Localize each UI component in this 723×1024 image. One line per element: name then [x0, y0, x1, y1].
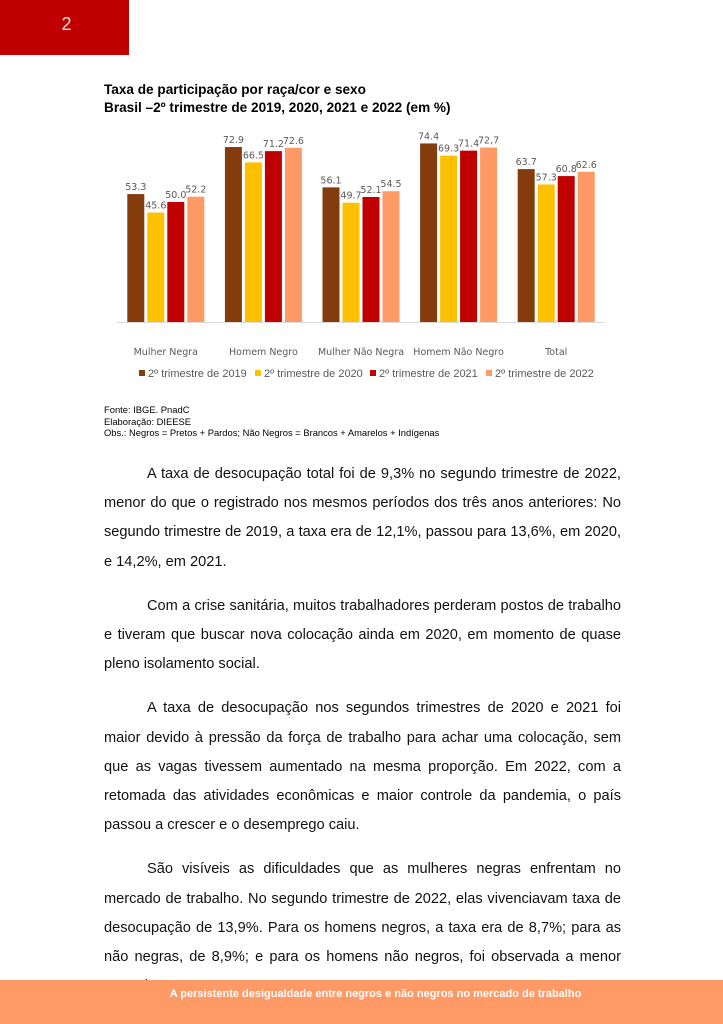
- bar: [480, 148, 497, 322]
- bar: [420, 143, 437, 322]
- bar: [187, 197, 204, 322]
- bar: [383, 191, 400, 322]
- chart-title-line1: Taxa de participação por raça/cor e sexo: [104, 82, 366, 97]
- bar: [518, 169, 535, 322]
- bar: [323, 187, 340, 322]
- bar: [147, 213, 164, 322]
- bar: [343, 203, 360, 322]
- data-label: 72,7: [478, 135, 500, 147]
- bar: [538, 184, 555, 322]
- bar: [285, 148, 302, 322]
- bar: [460, 151, 477, 322]
- chart-notes: [104, 404, 439, 439]
- legend-label: 2º trimestre de 2022: [495, 368, 594, 380]
- paragraph: A taxa de desocupação nos segundos trimestres de 2020 e 2021 foi maior devido à pressão da força de trabalho para achar uma colocação, sem que as vagas tivessem aumentado na mesma proporção. Em 2022, com a retomada das atividades econômicas e maior controle da pandemia, o país passou a crescer e o desemprego caiu.: [104, 700, 621, 834]
- category-label: Homem Negro: [228, 347, 298, 358]
- data-label: 72.9: [222, 135, 244, 147]
- page-number: 2: [61, 14, 72, 34]
- data-label: 63.7: [515, 157, 537, 169]
- body-text: [104, 460, 621, 1016]
- bar: [558, 176, 575, 322]
- legend-label: 2º trimestre de 2021: [379, 368, 478, 380]
- bar-chart: [0, 0, 723, 400]
- legend-label: 2º trimestre de 2019: [148, 368, 247, 380]
- category-label: Mulher Não Negra: [317, 347, 405, 358]
- elaboration-note: Elaboração: DIEESE: [104, 415, 192, 427]
- bar: [265, 151, 282, 322]
- paragraph: A taxa de desocupação total foi de 9,3% no segundo trimestre de 2022, menor do que o registrado nos mesmos períodos dos três anos anteriores: No segundo trimestre de 2019, a taxa era de 12,1%, passou para 13,6%, em 2020, e 14,2%, em 2021.: [104, 466, 621, 570]
- data-label: 62.6: [575, 159, 597, 171]
- data-label: 66.5: [242, 150, 264, 162]
- footer-bar: [0, 980, 723, 1024]
- category-label: Homem Não Negro: [413, 347, 504, 358]
- data-label: 71.4: [458, 138, 480, 150]
- paragraph: São visíveis as dificuldades que as mulheres negras enfrentam no mercado de trabalho. No segundo trimestre de 2022, elas vivenciavam taxa de desocupação de 13,9%. Para os homens negros, a taxa era de 8,7%; para as não negras, de 8,9%; e para os homens não negros, foi observada a menor: [104, 861, 621, 966]
- legend-swatch: [255, 370, 261, 376]
- data-label: 60.8: [555, 164, 577, 176]
- footer-text: A persistente desigualdade entre negros e não negros no mercado de trabalho: [169, 988, 582, 1000]
- category-label: Mulher Negra: [133, 347, 198, 358]
- legend-label: 2º trimestre de 2020: [264, 368, 363, 380]
- data-label: 45.6: [145, 200, 167, 212]
- category-label: Total: [545, 347, 568, 358]
- paragraph: Com a crise sanitária, muitos trabalhadores perderam postos de trabalho e tiveram que buscar nova colocação ainda em 2020, em momento de quase pleno isolamento social.: [104, 597, 621, 673]
- bar: [225, 147, 242, 322]
- bar: [578, 172, 595, 322]
- bar: [167, 202, 184, 322]
- legend-swatch: [139, 370, 145, 376]
- bar: [363, 197, 380, 322]
- data-label: 56.1: [320, 175, 342, 187]
- data-label: 50.0: [165, 190, 187, 201]
- data-label: 54.5: [380, 179, 402, 191]
- legend-swatch: [486, 370, 492, 376]
- legend-swatch: [370, 370, 376, 376]
- data-label: 53.3: [125, 182, 147, 194]
- data-label: 69.3: [438, 143, 460, 155]
- data-label: 72.6: [282, 135, 304, 147]
- data-label: 49.7: [340, 190, 362, 202]
- chart-title-line2: Brasil –2º trimestre de 2019, 2020, 2021 e 2022 (em %): [104, 100, 451, 115]
- source-note: Fonte: IBGE. PnadC: [104, 404, 190, 415]
- obs-note: Obs.: Negros = Pretos + Pardos; Não Negros = Brancos + Amarelos + Indígenas: [104, 427, 440, 438]
- data-label: 52.1: [360, 184, 382, 196]
- bar: [127, 194, 144, 322]
- bar: [440, 156, 457, 322]
- data-label: 71.2: [262, 139, 284, 151]
- bar: [245, 162, 262, 322]
- data-label: 57.3: [535, 172, 557, 184]
- data-label: 74.4: [418, 131, 440, 143]
- data-label: 52.2: [185, 184, 207, 196]
